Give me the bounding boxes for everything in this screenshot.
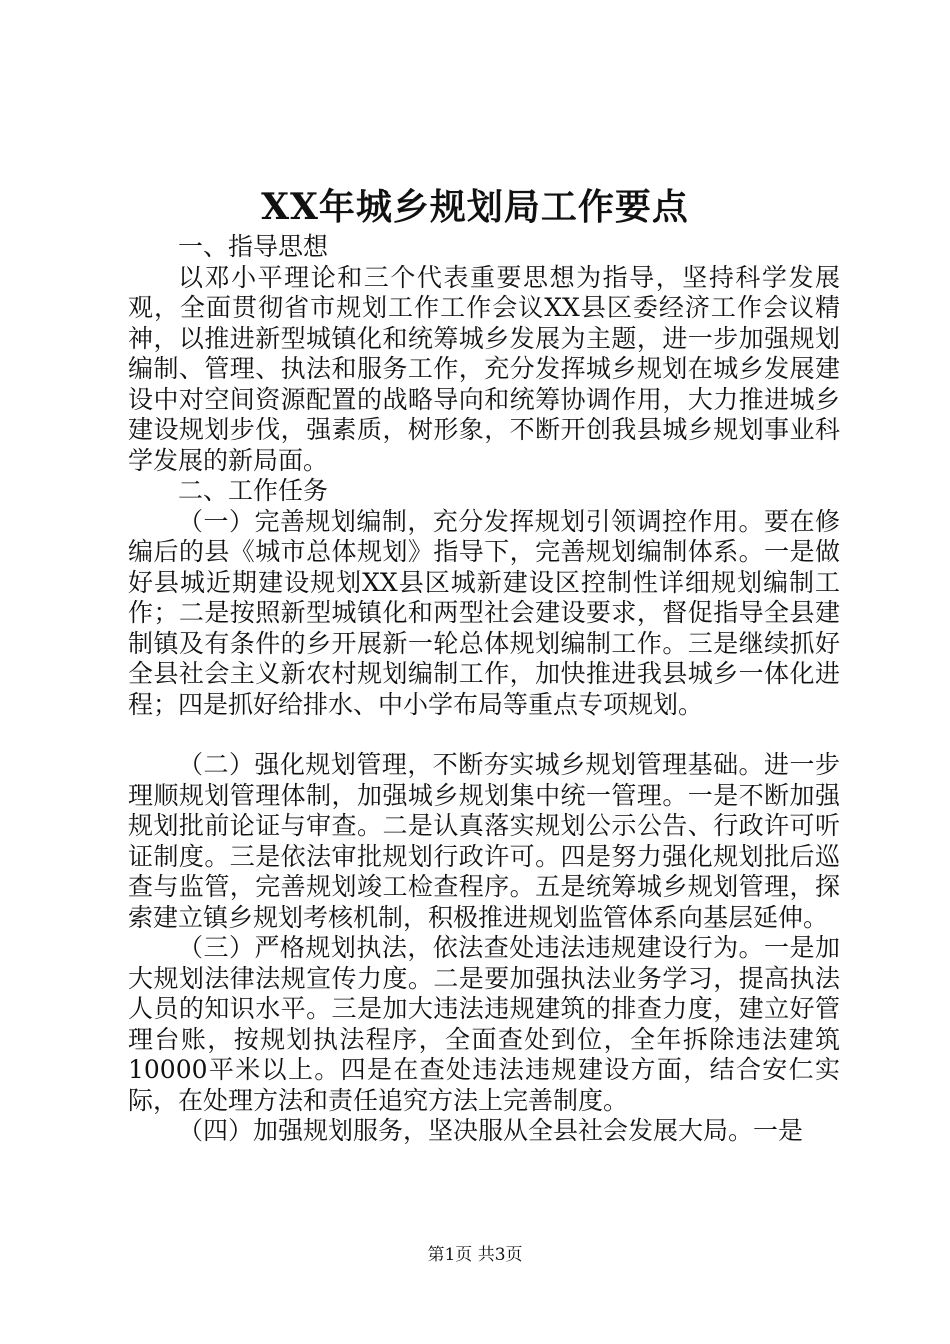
paragraph-guiding-ideology: 以邓小平理论和三个代表重要思想为指导，坚持科学发展观，全面贯彻省市规划工作工作会议XX县区委经济工作会议精神，以推进新型城镇化和统筹城乡发展为主题，进一步加强规划编制、管理、执法和服务工作，充分发挥城乡规划在城乡发展建设中对空间资源配置的战略导向和统筹协调作用，大力推进城乡建设规划步伐，强素质，树形象，不断开创我县城乡规划事业科学发展的新局面。	[128, 262, 840, 475]
section-heading-work-tasks: 二、工作任务	[178, 476, 329, 505]
section-heading-guiding-ideology: 一、指导思想	[178, 232, 329, 261]
paragraph-task-1: （一）完善规划编制，充分发挥规划引领调控作用。要在修编后的县《城市总体规划》指导下，完善规划编制体系。一是做好县城近期建设规划XX县区城新建设区控制性详细规划编制工作；二是按照新型城镇化和两型社会建设要求，督促指导全县建制镇及有条件的乡开展新一轮总体规划编制工作。三是继续抓好全县社会主义新农村规划编制工作，加快推进我县城乡一体化进程；四是抓好给排水、中小学布局等重点专项规划。	[128, 506, 840, 719]
paragraph-task-2: （二）强化规划管理，不断夯实城乡规划管理基础。进一步理顺规划管理体制，加强城乡规划集中统一管理。一是不断加强规划批前论证与审查。二是认真落实规划公示公告、行政许可听证制度。三是依法审批规划行政许可。四是努力强化规划批后巡查与监管，完善规划竣工检查程序。五是统筹城乡规划管理，探索建立镇乡规划考核机制，积极推进规划监管体系向基层延伸。	[128, 750, 840, 932]
page-footer: 第1页 共3页	[427, 1245, 523, 1265]
document-title: XX年城乡规划局工作要点	[261, 186, 689, 228]
document-body	[128, 232, 840, 1147]
paragraph-task-3: （三）严格规划执法，依法查处违法违规建设行为。一是加大规划法律法规宣传力度。二是要加强执法业务学习，提高执法人员的知识水平。三是加大违法违规建筑的排查力度，建立好管理台账，按规划执法程序，全面查处到位，全年拆除违法建筑10000平米以上。四是在查处违法违规建设方面，结合安仁实际，在处理方法和责任追究方法上完善制度。	[128, 933, 840, 1115]
paragraph-task-4: （四）加强规划服务，坚决服从全县社会发展大局。一是	[178, 1116, 804, 1145]
